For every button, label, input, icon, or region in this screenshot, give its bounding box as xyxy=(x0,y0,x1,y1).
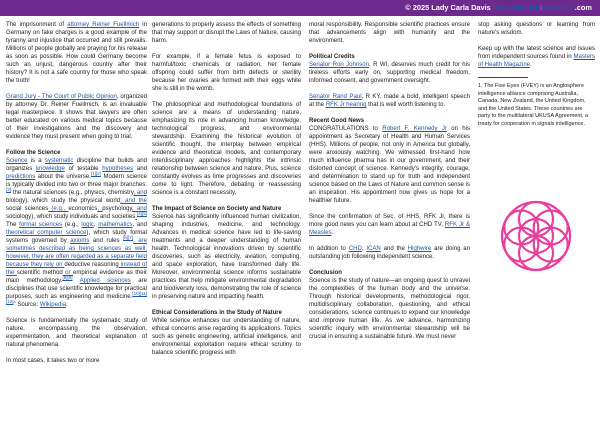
citation-link[interactable]: [8] xyxy=(62,274,68,280)
inline-link[interactable]: predictions xyxy=(6,174,36,180)
link-rand-paul[interactable]: Senator Rand Paul xyxy=(309,94,362,100)
link-rfk-jr[interactable]: Robert F. Kennedy Jr xyxy=(382,126,447,132)
inline-link[interactable]: , are sometimes described as being sciences as well; however, they are often regarded as a separate field because they rely on xyxy=(6,238,147,268)
inline-link[interactable]: (e.g., xyxy=(48,206,69,212)
citation-link[interactable]: [7] xyxy=(128,234,134,240)
text-run: and xyxy=(98,214,112,220)
citation-link[interactable]: [2] xyxy=(95,170,101,176)
paragraph: Senator Rand Paul, R KY, made a bold, intelligent speech at the RFK Jr hearing that is well worth listening to. xyxy=(309,94,470,108)
text-run: Modern science is typically divided into two or three major branches: xyxy=(6,174,147,188)
text-run: physics xyxy=(84,190,105,196)
inline-link[interactable]: logic xyxy=(81,222,94,228)
text-run: chemistry xyxy=(108,190,134,196)
link-rfk-hearing[interactable]: RFK Jr hearing xyxy=(325,102,367,108)
text-run: the xyxy=(11,190,24,196)
text-run: ), which study xyxy=(86,230,131,236)
citation-link[interactable]: [11] xyxy=(139,290,147,296)
link-grand-jury[interactable]: Grand Jury - The Court of Public Opinion xyxy=(6,94,117,100)
link-ron-johnson[interactable]: Senator Ron Johnson xyxy=(309,62,369,68)
paragraph: The philosophical and methodological foundations of science are a means of understanding nature, emphasizing its role in advancing human knowledge, technological progress, and environmental stewardship. Examining the historical evolution of scientific thought, the interplay between empirical evidence and theoretical models, and contemporary interdisciplinary approaches highlights the intrinsic relationship between science and nature. Plus, science constantly evolves as time progresses and discoveries come to light. Therefore, debating or reassessing science is a constant necessity. xyxy=(152,102,301,196)
heading-good-news: Recent Good News xyxy=(309,118,365,124)
column-3 xyxy=(309,21,470,349)
paragraph: CONGRATULATIONS to Robert F. Kennedy Jr on his appointment as Secretary of Health and Human Services (HHS). Millions of people, not only in America but globally, were anxiously watching. We witnessed first-hand how much influence pharma has in our government, and their distorted concept of science. Kennedy's integrity, courage, and determination to stand up for truth and independent science based on the Laws of Nature and common sense is an inspiration. His appointment now gives us hope for a healthier future. xyxy=(309,126,470,204)
paragraph: Science is fundamentally the systematic study of nature, encompassing the observation, experimentation, and theoretical explanation of natural phenomena. xyxy=(6,318,147,348)
citation-link[interactable]: [1] xyxy=(90,170,96,176)
text-run: psychology xyxy=(102,206,133,212)
text-run: of testable xyxy=(64,166,103,172)
link-masters-of-health[interactable]: Masters of Health Magazine xyxy=(478,54,595,68)
paragraph: moral responsibility. Responsible scientific practices ensure that advancements align with humanity and the environment. xyxy=(309,22,470,44)
website-link[interactable]: www.NourishingBasics xyxy=(492,3,575,12)
column-2 xyxy=(152,21,301,365)
citation-link[interactable]: [10] xyxy=(132,290,140,296)
flower-of-life-graphic xyxy=(484,184,588,288)
heading-conclusion: Conclusion xyxy=(309,270,342,276)
heading-political-credits: Political Credits xyxy=(309,54,355,60)
text-run: is a xyxy=(27,158,45,164)
inline-link[interactable]: Science xyxy=(6,158,28,164)
header-bar xyxy=(0,0,600,16)
text-run: physical world xyxy=(80,198,121,204)
inline-link[interactable]: systematic xyxy=(44,158,74,164)
paragraph: While science enhances our understanding of nature, ethical concerns arise regarding its applications. Topics such as genetic engineering, artificial intelligence, and environmental exploitation require ethical scrutiny to balance scientific progress with xyxy=(152,318,301,356)
inline-link[interactable]: Wikipedia xyxy=(39,302,67,308)
inline-link[interactable]: , and xyxy=(133,190,148,196)
citation-link[interactable]: [6] xyxy=(123,234,129,240)
inline-link[interactable]: , and xyxy=(132,206,147,212)
inline-link[interactable]: , xyxy=(97,206,103,212)
link-rfk-measles[interactable]: RFK Jr & Measles xyxy=(309,222,471,236)
paragraph-science-definition xyxy=(6,157,147,309)
text-run: and rules xyxy=(89,238,124,244)
citation-link[interactable]: [5] xyxy=(141,210,147,216)
inline-link[interactable]: or xyxy=(62,270,74,276)
text-run: and xyxy=(91,294,107,300)
text-run: economics xyxy=(68,206,98,212)
inline-link[interactable]: ; and the xyxy=(120,198,147,204)
paragraph: In addition to CHD, ICAN and the Highwire are doing an outstanding job following independent science. xyxy=(309,246,470,260)
link-chd[interactable]: CHD xyxy=(348,246,362,252)
paragraph: generations to properly assess the effects of something that may support or disrupt the Laws of Nature, causing harm. xyxy=(152,22,301,44)
text-run: sociology xyxy=(6,214,32,220)
text-run: as their main methodology. xyxy=(6,270,147,284)
text-run: deductive reasoning xyxy=(64,262,119,268)
paragraph: stop asking questions or learning from nature's wisdom. xyxy=(478,22,595,36)
text-run: , xyxy=(93,222,99,228)
text-run: ), which study xyxy=(31,214,70,220)
footnote: 1. The Five Eyes (FVEY) is an Anglosphere intelligence alliance comprising Australia, Canada, New Zealand, the United Kingdom, and the United States. These countries are party to the multilateral UKUSA Agreement, a treaty for cooperation in signals intelligence. xyxy=(478,83,589,127)
text-run: discipline that builds and organizes xyxy=(6,158,147,172)
citation-link[interactable]: [4] xyxy=(136,210,142,216)
heading-follow-science: Follow the Science xyxy=(6,150,61,156)
text-run: . xyxy=(130,294,133,300)
inline-link[interactable]: theoretical computer science xyxy=(6,230,87,236)
text-run: are disciplines that use scientific knowledge for practical purposes, such as xyxy=(6,278,147,300)
text-run: . xyxy=(66,302,68,308)
paragraph: For example, if a female fetus is exposed to harmful/toxic chemicals or radiation, her female offspring could suffer from birth defects or sterility because her ovaries are formed with their eggs while she is still in the womb. xyxy=(152,54,301,92)
paragraph: The imprisonment of attorney Reiner Fuellmich in Germany on fake charges is a good example of the tyranny and injustice that occurred and still prevails. Millions of people globally are praying for his release as soon as possible. How could Germany become such an unjust, dangerous country after their history? It is not a safe country for those who speak the truth! xyxy=(6,22,147,84)
text-run: scientific method xyxy=(16,270,63,276)
inline-link[interactable]: . xyxy=(135,214,137,220)
inline-link[interactable]: mathematics xyxy=(98,222,133,228)
paragraph: Grand Jury - The Court of Public Opinion, organized by attorney Dr. Reiner Fuellmich, is an invaluable legal masterpiece. It shows that lawyers are often better educated on various medical topics because of their investigations and the discovery and evidence they must present when going to trial. xyxy=(6,94,147,140)
paragraph: Since the confirmation of Sec. of HHS, RFK Jr, there is more good news you can learn about at CHD TV, RFK Jr & Measles. xyxy=(309,214,471,236)
text-run: engineering xyxy=(59,294,92,300)
inline-link[interactable]: axioms xyxy=(70,238,90,244)
inline-link[interactable]: Applied sciences xyxy=(79,278,131,284)
paragraph: Science has significantly influenced human civilization, shaping industries, medicine, and technology. Advances in medical science have led to life-saving treatments and a deeper understanding of human health. Technological innovations driven by scientific discoveries, such as electricity, aviation, computing, and space exploration, have transformed daily life. Moreover, environmental science informs sustainable practices that help mitigate environmental degradation and biodiversity loss, demonstrating the role of science in preserving nature and impacting health. xyxy=(152,214,301,300)
text-run: , xyxy=(104,190,108,196)
text-run: about the universe. xyxy=(35,174,91,180)
citation-link[interactable]: [12] xyxy=(6,298,14,304)
text-run: biology xyxy=(6,198,26,204)
inline-link[interactable]: instead of the xyxy=(6,262,148,276)
heading-impact: The Impact of Science on Society and Nature xyxy=(152,206,282,212)
copyright-text: © 2025 Lady Carla Davis www.NourishingBasics.com xyxy=(405,3,592,12)
paragraph: Senator Ron Johnson, R WI, deserves much credit for his tireless efforts early on, supporting medical freedom, informed consent, and government oversight. xyxy=(309,62,470,84)
column-1 xyxy=(6,21,147,373)
citation-link[interactable]: [3] xyxy=(6,186,12,192)
text-run: , and xyxy=(132,222,147,228)
inline-link[interactable]: formal sciences xyxy=(19,222,63,228)
text-run: individuals xyxy=(69,214,99,220)
text-run: social sciences xyxy=(6,206,49,212)
text-run: (e.g., xyxy=(66,190,85,196)
paragraph: Science is the study of nature—an ongoing quest to unravel the complexities of the human body and the universe. Through historical developments, methodological rigor, multidisciplinary collaboration, questioning, and ethical considerations, science continues to expand our knowledge and improve human life. As we advance, harmonizing scientific inquiry with environmental stewardship will be crucial in ensuring a sustainable future. We must never xyxy=(309,278,470,340)
link-ican[interactable]: ICAN xyxy=(366,246,381,252)
text-run: The xyxy=(6,222,20,228)
paragraph: Keep up with the latest science and issues from independent sources found in Masters of Health Magazine. xyxy=(478,46,595,68)
link-reiner-fuellmich[interactable]: attorney Reiner Fuellmich xyxy=(67,22,140,28)
link-highwire[interactable]: Highwire xyxy=(407,246,432,252)
text-run: governed by xyxy=(28,238,71,244)
inline-link[interactable]: knowledge xyxy=(35,166,65,172)
text-run: empirical evidence xyxy=(73,270,124,276)
column-4 xyxy=(478,21,595,136)
footnote-divider xyxy=(478,77,528,78)
text-run: and xyxy=(133,166,147,172)
text-run: medicine xyxy=(106,294,131,300)
text-run xyxy=(72,278,79,284)
text-run: formal systems xyxy=(6,230,148,244)
text-run: (e.g., xyxy=(62,222,82,228)
text-run: societies xyxy=(111,214,136,220)
text-run: ), which study the xyxy=(25,198,81,204)
text-run: " Source: xyxy=(13,302,40,308)
paragraph: In most cases, it takes two or more xyxy=(6,358,100,364)
inline-link[interactable]: hypotheses xyxy=(102,166,134,172)
citation-link[interactable]: [9] xyxy=(67,274,73,280)
text-run: natural sciences xyxy=(23,190,67,196)
heading-ethics: Ethical Considerations in the Study of Nature xyxy=(152,310,283,316)
